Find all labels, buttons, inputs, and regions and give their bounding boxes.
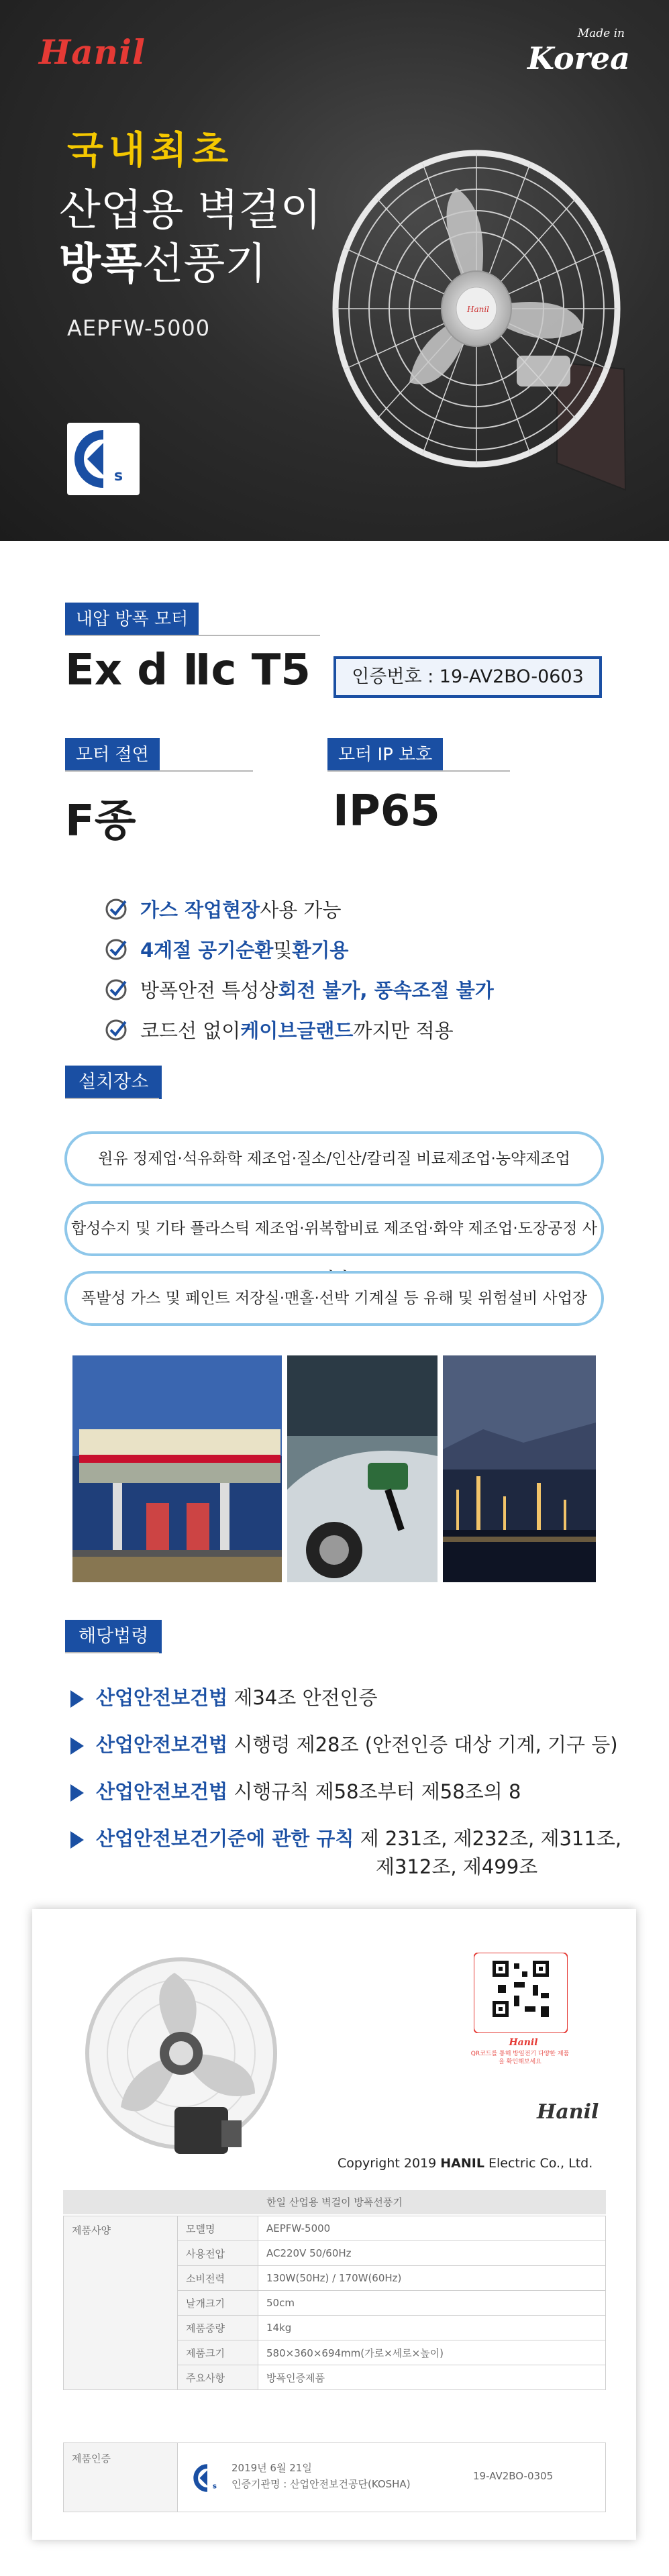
hero-banner <box>0 0 669 541</box>
divider <box>65 770 253 772</box>
model-number: AEPFW-5000 <box>67 315 211 341</box>
triangle-bullet-icon <box>70 1737 84 1755</box>
tag-explosion-proof-motor: 내압 방폭 모터 <box>65 603 199 636</box>
hanil-logo: Hanil <box>39 32 146 72</box>
qr-brand-logo: Hanil <box>509 2037 538 2048</box>
svg-text:s: s <box>114 468 123 484</box>
spec-label: 제품중량 <box>178 2316 258 2340</box>
law-name: 산업안전보건기준에 관한 규칙 <box>96 1827 354 1850</box>
made-in-korea-logo <box>527 27 630 76</box>
svg-text:Hanil: Hanil <box>467 305 490 314</box>
korea-text: Korea <box>527 40 630 76</box>
hero-subtitle: 산업용 벽걸이 <box>59 186 322 236</box>
law-detail: 제 231조, 제232조, 제311조, <box>354 1827 622 1850</box>
law-item <box>70 1824 621 1851</box>
motor-rating: Ex d Ⅱc T5 <box>65 646 311 695</box>
copyright-brand: HANIL <box>440 2156 484 2171</box>
cert-number: 19-AV2BO-0305 <box>473 2470 554 2482</box>
spec-value: 방폭인증제품 <box>258 2365 606 2390</box>
law-detail-continued: 제312조, 제499조 <box>376 1855 538 1878</box>
gas-station-photo <box>72 1355 282 1582</box>
hero-title-rest: 선풍기 <box>142 240 267 289</box>
spec-value: 580×360×694mm(가로×세로×높이) <box>258 2340 606 2365</box>
kc-mark-icon <box>67 423 140 495</box>
first-in-korea-badge: 국내최초 <box>67 129 234 172</box>
install-place-pill: 합성수지 및 기타 플라스틱 제조업·위복합비료 제조업·화약 제조업·도장공정 사 <box>64 1201 604 1256</box>
feature-highlight: 환기용 <box>292 939 349 962</box>
tag-motor-insulation: 모터 절연 <box>65 738 160 772</box>
spec-section-label: 제품사양 <box>64 2216 178 2390</box>
cert-org: 인증기관명 : 산업안전보건공단(KOSHA) <box>231 2478 411 2490</box>
spec-label: 사용전압 <box>178 2241 258 2266</box>
feature-highlight: 케이브글랜드 <box>240 1019 354 1042</box>
divider <box>327 770 510 772</box>
law-item <box>70 1730 618 1757</box>
spec-table-title: 한일 산업용 벽걸이 방폭선풍기 <box>63 2190 606 2214</box>
spec-label: 소비전력 <box>178 2266 258 2291</box>
feature-text: 및 <box>273 939 293 962</box>
install-places-tag: 설치장소 <box>65 1066 162 1099</box>
tag-motor-ip: 모터 IP 보호 <box>327 738 443 772</box>
feature-text: 코드선 없이 <box>140 1019 241 1042</box>
feature-highlight: 가스 작업현장 <box>140 898 260 921</box>
divider <box>65 1652 159 1653</box>
spec-value: 50cm <box>258 2291 606 2316</box>
related-laws-tag: 해당법령 <box>65 1620 162 1653</box>
divider <box>65 635 320 636</box>
ip-rating: IP65 <box>333 786 440 836</box>
fan-front-image <box>81 1953 336 2174</box>
feature-item <box>104 935 348 963</box>
copyright-text: Copyright 2019 <box>338 2156 441 2171</box>
feature-text: 방폭안전 특성상 <box>140 979 278 1002</box>
hero-title <box>59 229 266 291</box>
law-name: 산업안전보건법 <box>96 1780 228 1803</box>
spec-value: AEPFW-5000 <box>258 2216 606 2241</box>
table-row <box>64 2216 606 2241</box>
copyright <box>338 2156 593 2171</box>
spec-value: 14kg <box>258 2316 606 2340</box>
cert-number-box: 인증번호 : 19-AV2BO-0603 <box>333 656 602 698</box>
install-place-pill: 폭발성 가스 및 페인트 저장실·맨홀·선박 기계실 등 유해 및 위험설비 사업장 <box>64 1271 604 1326</box>
law-name: 산업안전보건법 <box>96 1686 228 1709</box>
law-item <box>70 1683 378 1710</box>
refinery-photo <box>443 1355 596 1582</box>
law-detail: 시행규칙 제58조부터 제58조의 8 <box>227 1780 521 1803</box>
spec-table <box>63 2216 606 2390</box>
triangle-bullet-icon <box>70 1690 84 1708</box>
feature-item <box>104 895 341 923</box>
kc-mark <box>67 423 140 495</box>
hero-title-bold: 방폭 <box>59 240 142 289</box>
check-icon <box>104 978 128 1002</box>
law-item <box>70 1777 521 1804</box>
svg-text:s: s <box>212 2482 217 2491</box>
certification-row <box>63 2442 606 2512</box>
triangle-bullet-icon <box>70 1831 84 1849</box>
spec-label: 모델명 <box>178 2216 258 2241</box>
spec-label: 날개크기 <box>178 2291 258 2316</box>
install-place-pill: 원유 정제업·석유화학 제조업·질소/인산/칼리질 비료제조업·농약제조업 <box>64 1131 604 1186</box>
check-icon <box>104 1018 128 1042</box>
check-icon <box>104 937 128 962</box>
feature-highlight: 4계절 공기순환 <box>140 939 274 962</box>
wall-fan-image <box>315 114 664 517</box>
law-name: 산업안전보건법 <box>96 1733 228 1756</box>
kc-mark-small-icon <box>190 2461 225 2495</box>
cert-date: 2019년 6월 21일 <box>231 2462 312 2474</box>
divider <box>65 1098 159 1099</box>
triangle-bullet-icon <box>70 1784 84 1802</box>
feature-item <box>104 976 494 1003</box>
cert-label: 제품인증 <box>64 2443 178 2512</box>
spec-value: AC220V 50/60Hz <box>258 2241 606 2266</box>
insulation-class: F종 <box>65 796 136 846</box>
feature-item <box>104 1016 454 1043</box>
spec-value: 130W(50Hz) / 170W(60Hz) <box>258 2266 606 2291</box>
spec-label: 제품크기 <box>178 2340 258 2365</box>
qr-caption: QR코드를 통해 방일전기 다양한 제품을 확인해보세요 <box>470 2051 570 2065</box>
copyright-company: Electric Co., Ltd. <box>484 2156 593 2171</box>
law-detail: 제34조 안전인증 <box>227 1686 378 1709</box>
card-hanil-logo: Hanil <box>537 2100 599 2124</box>
law-detail: 시행령 제28조 (안전인증 대상 기계, 기구 등) <box>227 1733 618 1756</box>
fuel-nozzle-photo <box>287 1355 438 1582</box>
feature-highlight: 회전 불가, 풍속조절 불가 <box>278 979 494 1002</box>
fan-illustration <box>315 114 664 517</box>
spec-label: 주요사항 <box>178 2365 258 2390</box>
check-icon <box>104 897 128 921</box>
qr-code <box>474 1953 568 2033</box>
feature-text: 사용 가능 <box>260 898 342 921</box>
made-in-text: Made in <box>577 27 625 40</box>
feature-text: 까지만 적용 <box>353 1019 454 1042</box>
